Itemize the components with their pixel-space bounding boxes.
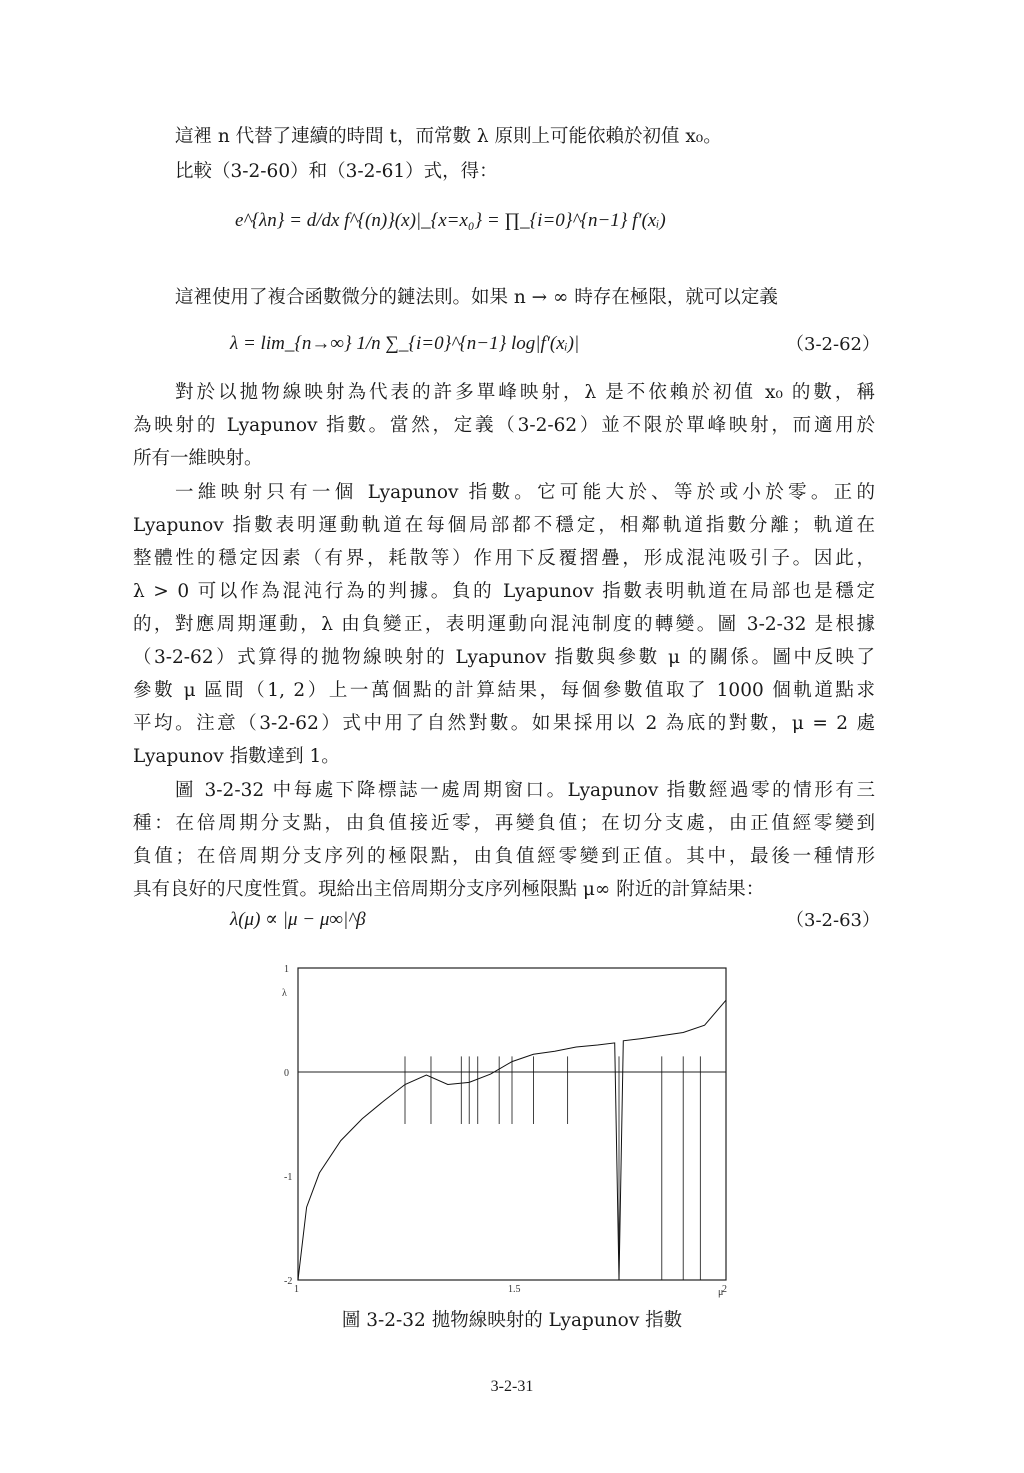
- y-tick-label: -1: [284, 1172, 293, 1183]
- paragraph-line: 圖 3-2-32 中每處下降標誌一處周期窗口。Lyapunov 指數經過零的情形有三: [175, 780, 875, 801]
- x-axis-label: μ: [718, 1287, 724, 1298]
- page-number: 3-2-31: [490, 1378, 534, 1395]
- paragraph-line: 對於以拋物線映射為代表的許多單峰映射，λ 是不依賴於初值 x₀ 的數，稱: [175, 382, 875, 403]
- equation-number: （3-2-63）: [786, 910, 880, 931]
- y-tick-label: 1: [284, 964, 289, 975]
- paragraph-line: 所有一維映射。: [133, 448, 263, 469]
- paragraph-line: 整體性的穩定因素（有界，耗散等）作用下反覆摺疊，形成混沌吸引子。因此，: [133, 548, 875, 569]
- paragraph-line: 種：在倍周期分支點，由負值接近零，再變負值；在切分支處，由正值經零變到: [133, 813, 875, 834]
- paragraph-line: 負值；在倍周期分支序列的極限點，由負值經零變到正值。其中，最後一種情形: [133, 846, 875, 867]
- equation-3-2-61: e^{λn} = d/dx f^{(n)}(x)|_{x=x₀} = ∏_{i=0}^{n−1} f′(xᵢ): [235, 210, 666, 231]
- paragraph-line: 這裡 n 代替了連續的時間 t，而常數 λ 原則上可能依賴於初值 x₀。: [175, 126, 722, 147]
- paragraph-line: 具有良好的尺度性質。現給出主倍周期分支序列極限點 μ∞ 附近的計算結果：: [133, 879, 765, 900]
- x-tick-label: 1.5: [508, 1284, 521, 1295]
- paragraph-line: 比較（3-2-60）和（3-2-61）式，得：: [175, 161, 498, 182]
- paragraph-line: Lyapunov 指數表明運動軌道在每個局部都不穩定，相鄰軌道指數分離；軌道在: [133, 515, 875, 536]
- y-tick-label: 0: [284, 1068, 289, 1079]
- equation-3-2-63: λ(μ) ∝ |μ − μ∞|^β: [230, 909, 366, 930]
- paragraph-line: （3-2-62）式算得的拋物線映射的 Lyapunov 指數與參數 μ 的關係。圖中反映了: [133, 647, 875, 668]
- paragraph-line: λ > 0 可以作為混沌行為的判據。負的 Lyapunov 指數表明軌道在局部也是穩定: [133, 581, 875, 602]
- paragraph-line: 為映射的 Lyapunov 指數。當然，定義（3-2-62）並不限於單峰映射，而適用於: [133, 415, 875, 436]
- paragraph-line: 這裡使用了複合函數微分的鏈法則。如果 n → ∞ 時存在極限，就可以定義: [175, 287, 778, 308]
- y-axis-label: λ: [282, 988, 287, 999]
- figure-caption: 圖 3-2-32 拋物線映射的 Lyapunov 指數: [341, 1310, 683, 1331]
- paragraph-line: 參數 μ 區間（1, 2）上一萬個點的計算結果，每個參數值取了 1000 個軌道點求: [133, 680, 875, 701]
- equation-number: （3-2-62）: [786, 334, 880, 355]
- equation-3-2-62: λ = lim_{n→∞} 1/n ∑_{i=0}^{n−1} log|f′(xᵢ)|: [230, 333, 580, 354]
- y-tick-label: -2: [284, 1276, 293, 1287]
- paragraph-line: Lyapunov 指數達到 1。: [133, 746, 340, 767]
- paragraph-line: 一維映射只有一個 Lyapunov 指數。它可能大於、等於或小於零。正的: [175, 482, 875, 503]
- x-tick-label: 2: [722, 1284, 727, 1295]
- lyapunov-chart: [270, 962, 740, 1302]
- x-tick-label: 1: [294, 1284, 299, 1295]
- paragraph-line: 平均。注意（3-2-62）式中用了自然對數。如果採用以 2 為底的對數，μ = 2 處: [133, 713, 875, 734]
- paragraph-line: 的，對應周期運動，λ 由負變正，表明運動向混沌制度的轉變。圖 3-2-32 是根據: [133, 614, 875, 635]
